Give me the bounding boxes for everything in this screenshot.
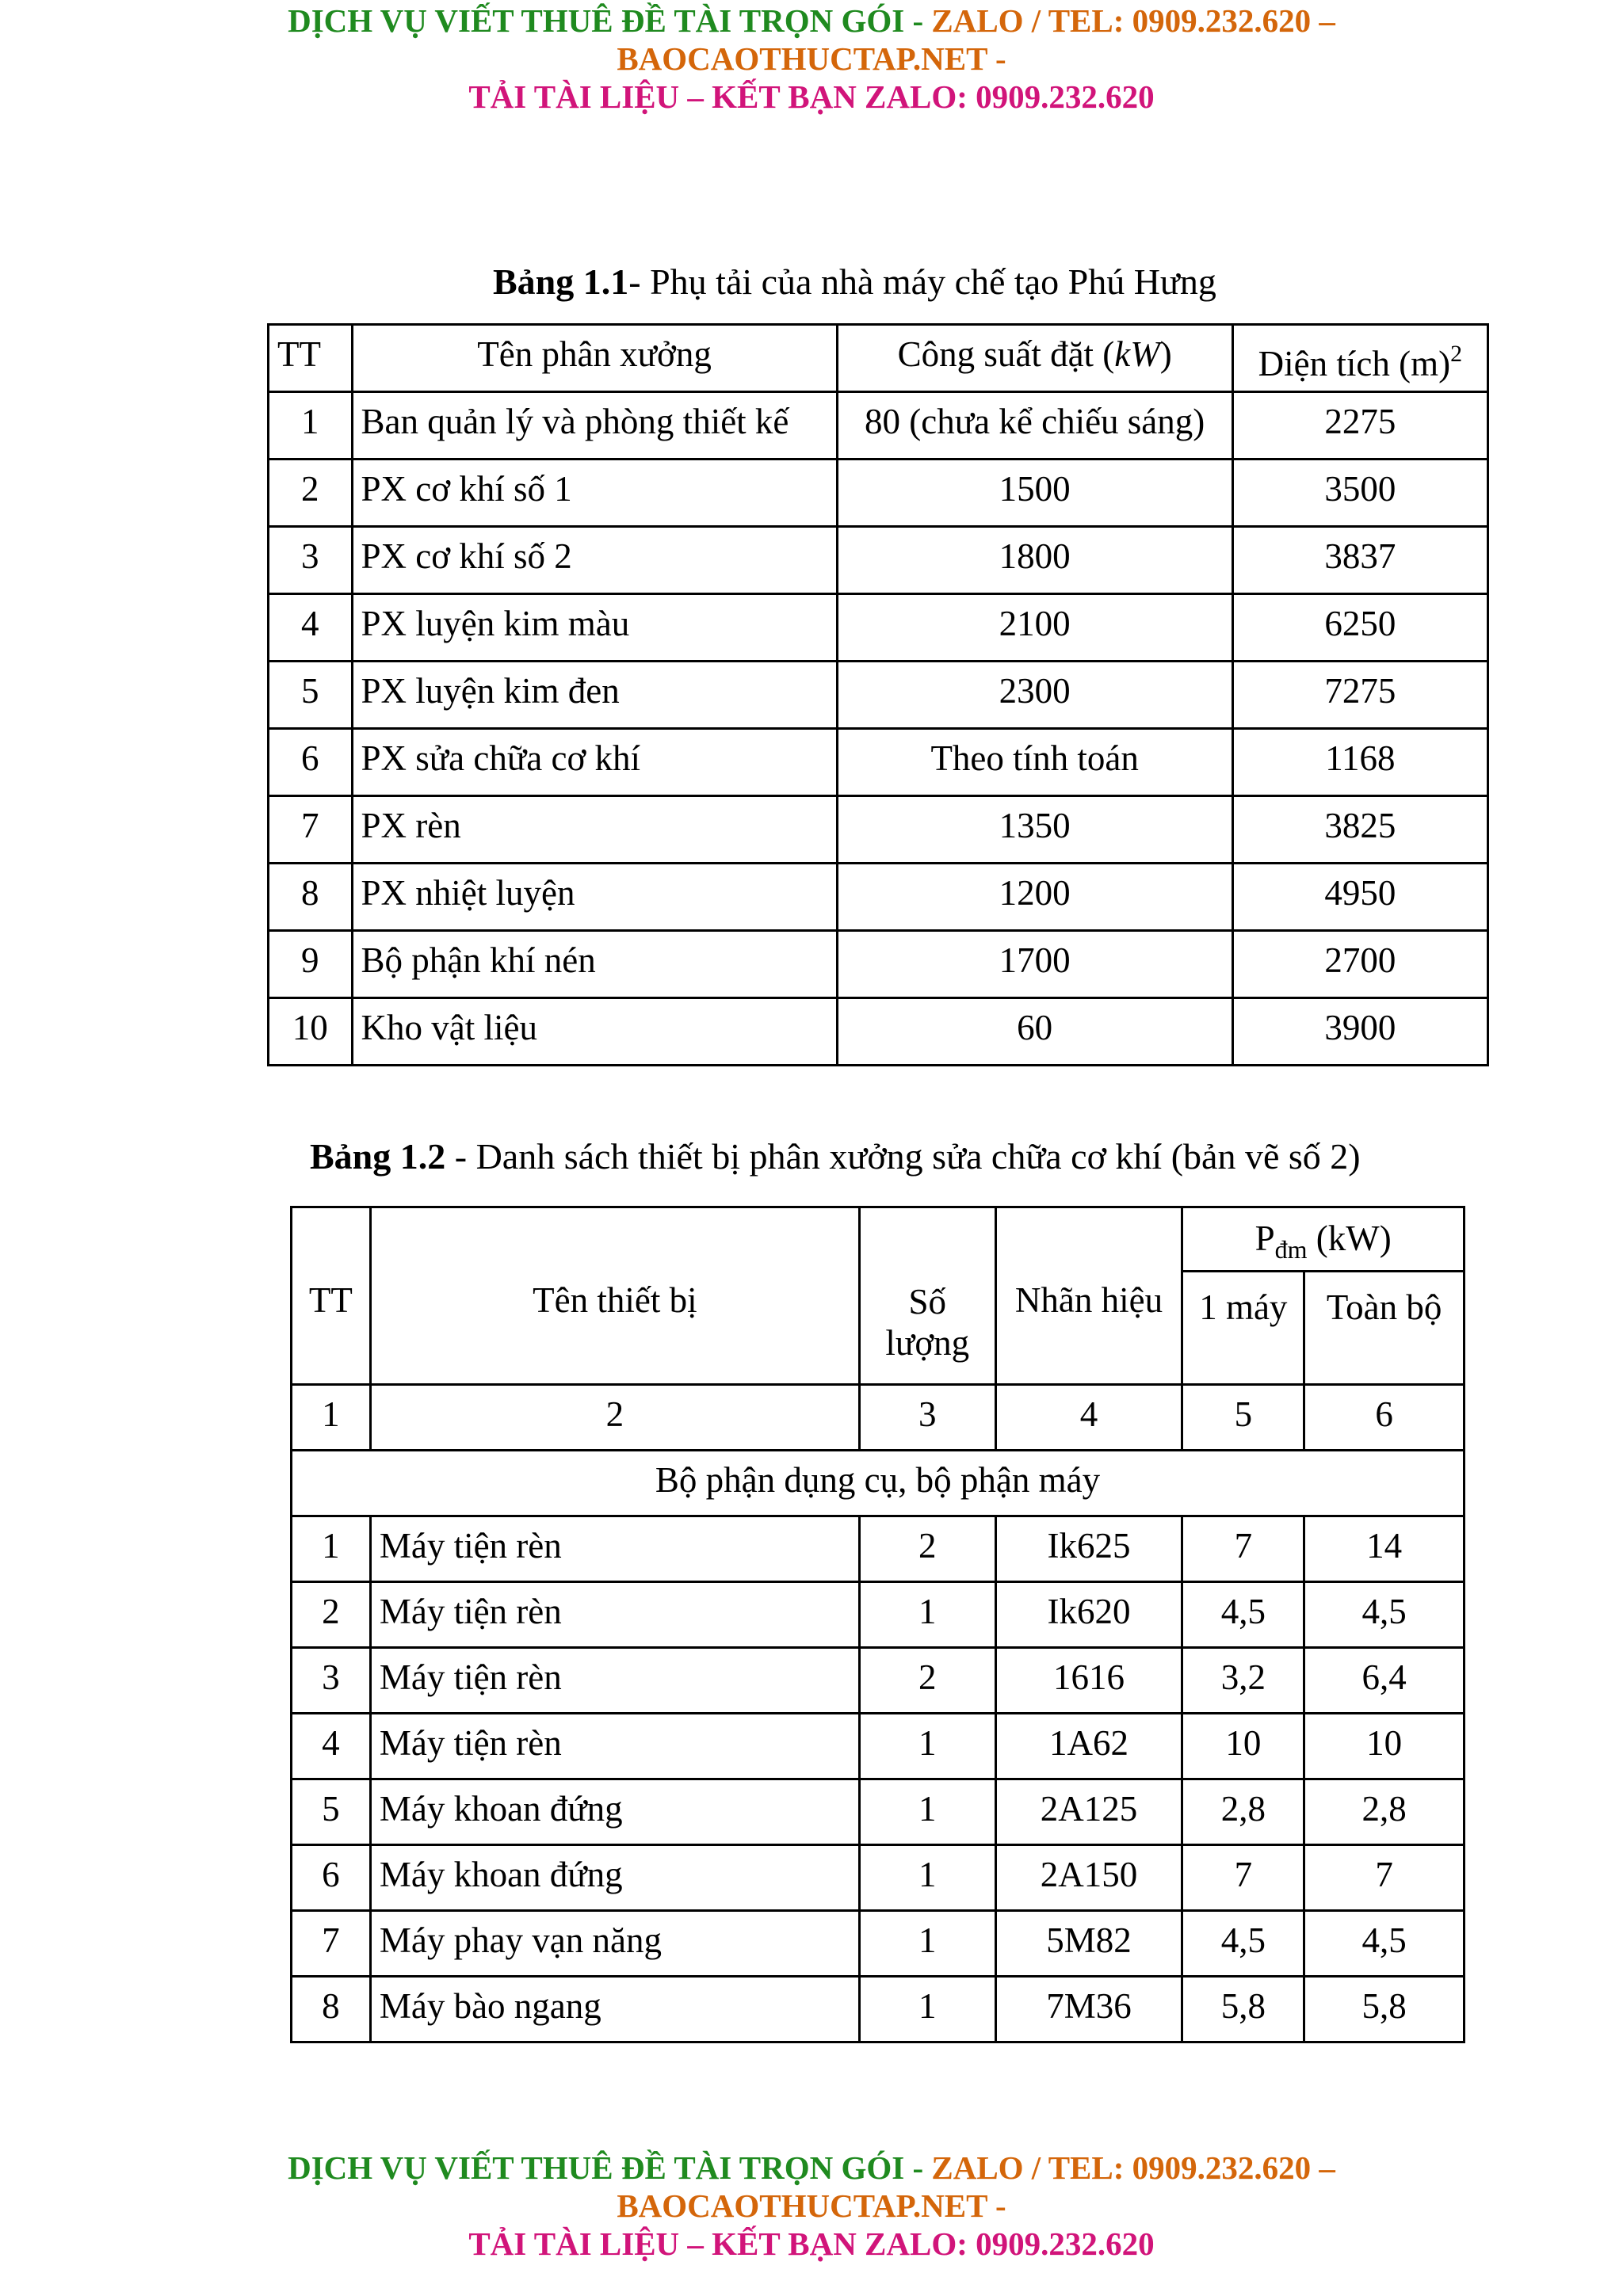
table2-cell-brand: 1616 [995, 1648, 1182, 1714]
table2-cell-total: 5,8 [1304, 1977, 1465, 2042]
table1-header-area-text: Diện tích (m) [1258, 344, 1451, 383]
table2-header-total: Toàn bộ [1304, 1272, 1465, 1385]
table1-header-row [269, 325, 1488, 392]
table2-cell-total: 6,4 [1304, 1648, 1465, 1714]
table2-cell-one: 7 [1182, 1845, 1304, 1911]
table2-header-brand: Nhãn hiệu [995, 1207, 1182, 1385]
table1-header-power-unit: kW [1114, 334, 1160, 374]
table2-cell-qty: 2 [859, 1648, 995, 1714]
table1-cell-power: 1500 [837, 460, 1232, 527]
footer-line-2: BAOCAOTHUCTAP.NET - [617, 2187, 1006, 2224]
header-line-3: TẢI TÀI LIỆU – KẾT BẠN ZALO: 0909.232.620 [468, 78, 1155, 115]
table2-cell-qty: 1 [859, 1845, 995, 1911]
table2-number-4: 4 [995, 1385, 1182, 1451]
table2-cell-name: Máy phay vạn năng [370, 1911, 859, 1977]
table2-cell-total: 10 [1304, 1714, 1465, 1779]
table-row [292, 1648, 1465, 1714]
header-line-1-green: DỊCH VỤ VIẾT THUÊ ĐỀ TÀI TRỌN GÓI - [288, 2, 924, 39]
table1-cell-tt: 3 [269, 527, 353, 594]
table1-cell-name: PX nhiệt luyện [352, 864, 837, 931]
table-row [292, 1911, 1465, 1977]
table2-cell-tt: 2 [292, 1582, 371, 1648]
table1-cell-tt: 4 [269, 594, 353, 662]
table2-number-1: 1 [292, 1385, 371, 1451]
table2-number-3: 3 [859, 1385, 995, 1451]
table2-cell-brand: 5M82 [995, 1911, 1182, 1977]
table1-cell-tt: 8 [269, 864, 353, 931]
table-row [292, 1977, 1465, 2042]
table2-cell-tt: 8 [292, 1977, 371, 2042]
table2 [290, 1206, 1465, 2043]
table1-cell-tt: 7 [269, 796, 353, 864]
table1-header-power [837, 325, 1232, 392]
table1-cell-tt: 6 [269, 729, 353, 796]
table2-section-title: Bộ phận dụng cụ, bộ phận máy [292, 1451, 1465, 1516]
table-row [292, 1779, 1465, 1845]
table-row [269, 796, 1488, 864]
table1-cell-area: 6250 [1232, 594, 1487, 662]
table1-caption [493, 260, 1216, 304]
table2-cell-one: 3,2 [1182, 1648, 1304, 1714]
table1-cell-area: 2700 [1232, 931, 1487, 998]
table2-number-2: 2 [370, 1385, 859, 1451]
table1-cell-name: PX luyện kim màu [352, 594, 837, 662]
table2-header-qty [859, 1207, 995, 1385]
table1-cell-tt: 5 [269, 662, 353, 729]
table2-cell-name: Máy tiện rèn [370, 1516, 859, 1582]
table2-cell-qty: 1 [859, 1779, 995, 1845]
table2-cell-total: 14 [1304, 1516, 1465, 1582]
table2-header-qty-line2: lượng [885, 1323, 970, 1363]
table1-cell-tt: 1 [269, 392, 353, 460]
table-row [269, 931, 1488, 998]
table1-cell-tt: 2 [269, 460, 353, 527]
table1-cell-power: 1800 [837, 527, 1232, 594]
table1-cell-name: PX sửa chữa cơ khí [352, 729, 837, 796]
table2-cell-qty: 2 [859, 1516, 995, 1582]
table1-cell-area: 1168 [1232, 729, 1487, 796]
table-row [292, 1845, 1465, 1911]
table1-header-tt: TT [269, 325, 353, 392]
table1-cell-power: Theo tính toán [837, 729, 1232, 796]
table2-cell-brand: 1A62 [995, 1714, 1182, 1779]
table2-cell-total: 4,5 [1304, 1911, 1465, 1977]
table2-cell-total: 4,5 [1304, 1582, 1465, 1648]
table-row [269, 864, 1488, 931]
table2-cell-tt: 4 [292, 1714, 371, 1779]
table2-header-one: 1 máy [1182, 1272, 1304, 1385]
table2-header-row [292, 1207, 1465, 1272]
header-line-1 [0, 2, 1623, 40]
table1-cell-name: PX luyện kim đen [352, 662, 837, 729]
table2-cell-one: 7 [1182, 1516, 1304, 1582]
table1-cell-power: 1200 [837, 864, 1232, 931]
table1-cell-area: 4950 [1232, 864, 1487, 931]
table-row [269, 527, 1488, 594]
table-row [269, 729, 1488, 796]
table2-cell-one: 4,5 [1182, 1911, 1304, 1977]
table2-cell-tt: 3 [292, 1648, 371, 1714]
table2-number-6: 6 [1304, 1385, 1465, 1451]
table2-cell-qty: 1 [859, 1977, 995, 2042]
table-row [269, 662, 1488, 729]
table1-cell-power: 1700 [837, 931, 1232, 998]
footer-line-1-green: DỊCH VỤ VIẾT THUÊ ĐỀ TÀI TRỌN GÓI - [288, 2149, 924, 2186]
table1-cell-power: 1350 [837, 796, 1232, 864]
table1-header-area-sup: 2 [1450, 341, 1463, 367]
table2-section-row [292, 1451, 1465, 1516]
table2-header-name: Tên thiết bị [370, 1207, 859, 1385]
table2-cell-brand: Ik625 [995, 1516, 1182, 1582]
table1-header-name: Tên phân xưởng [352, 325, 837, 392]
table2-cell-brand: 2A125 [995, 1779, 1182, 1845]
footer-line-3: TẢI TÀI LIỆU – KẾT BẠN ZALO: 0909.232.620 [468, 2225, 1155, 2262]
table1-header-power-close: ) [1159, 334, 1172, 374]
table1-cell-tt: 9 [269, 931, 353, 998]
header-line-2: BAOCAOTHUCTAP.NET - [617, 40, 1006, 77]
table1-cell-tt: 10 [269, 998, 353, 1066]
table2-cell-qty: 1 [859, 1582, 995, 1648]
table2-header-power-sub: đm [1274, 1235, 1308, 1264]
table1-cell-area: 2275 [1232, 392, 1487, 460]
table2-caption-number: Bảng 1.2 [310, 1136, 446, 1177]
table1-cell-area: 3500 [1232, 460, 1487, 527]
table2-cell-name: Máy khoan đứng [370, 1779, 859, 1845]
table2-cell-name: Máy tiện rèn [370, 1648, 859, 1714]
table1-cell-area: 7275 [1232, 662, 1487, 729]
table2-header-power-unit: (kW) [1307, 1219, 1392, 1258]
footer-line-1-orange: ZALO / TEL: 0909.232.620 – [923, 2149, 1335, 2186]
table-row [292, 1516, 1465, 1582]
table2-cell-total: 2,8 [1304, 1779, 1465, 1845]
table2-number-5: 5 [1182, 1385, 1304, 1451]
table-row [269, 460, 1488, 527]
table1-caption-number: Bảng 1.1 [493, 261, 629, 302]
table1-cell-name: PX cơ khí số 2 [352, 527, 837, 594]
table2-header-tt: TT [292, 1207, 371, 1385]
table2-cell-name: Máy tiện rèn [370, 1714, 859, 1779]
table-row [292, 1714, 1465, 1779]
table2-cell-name: Máy khoan đứng [370, 1845, 859, 1911]
table1 [267, 323, 1489, 1066]
table2-number-row [292, 1385, 1465, 1451]
table1-caption-text: - Phụ tải của nhà máy chế tạo Phú Hưng [628, 261, 1216, 302]
table2-cell-name: Máy tiện rèn [370, 1582, 859, 1648]
table1-cell-name: Kho vật liệu [352, 998, 837, 1066]
table1-cell-power: 60 [837, 998, 1232, 1066]
table1-cell-power: 2300 [837, 662, 1232, 729]
table2-cell-tt: 1 [292, 1516, 371, 1582]
table2-cell-brand: 2A150 [995, 1845, 1182, 1911]
table2-caption [310, 1135, 1361, 1179]
table-row [292, 1582, 1465, 1648]
table2-cell-tt: 6 [292, 1845, 371, 1911]
table2-cell-total: 7 [1304, 1845, 1465, 1911]
table2-cell-name: Máy bào ngang [370, 1977, 859, 2042]
table2-caption-text: - Danh sách thiết bị phân xưởng sửa chữa cơ khí (bản vẽ số 2) [445, 1136, 1361, 1177]
header-line-1-orange: ZALO / TEL: 0909.232.620 – [923, 2, 1335, 39]
table-row [269, 594, 1488, 662]
footer-banner [0, 2149, 1623, 2263]
table1-cell-name: PX cơ khí số 1 [352, 460, 837, 527]
table2-cell-tt: 7 [292, 1911, 371, 1977]
table1-cell-area: 3900 [1232, 998, 1487, 1066]
table2-cell-qty: 1 [859, 1714, 995, 1779]
table1-cell-name: PX rèn [352, 796, 837, 864]
table2-cell-one: 2,8 [1182, 1779, 1304, 1845]
table2-cell-brand: 7M36 [995, 1977, 1182, 2042]
table1-header-power-text: Công suất đặt ( [897, 334, 1115, 374]
table-row [269, 392, 1488, 460]
footer-line-1 [0, 2149, 1623, 2187]
table1-cell-power: 2100 [837, 594, 1232, 662]
table1-header-area [1232, 325, 1487, 392]
table1-cell-area: 3837 [1232, 527, 1487, 594]
table2-cell-one: 5,8 [1182, 1977, 1304, 2042]
table2-cell-one: 4,5 [1182, 1582, 1304, 1648]
table2-cell-one: 10 [1182, 1714, 1304, 1779]
table1-cell-power: 80 (chưa kể chiếu sáng) [837, 392, 1232, 460]
table1-cell-name: Bộ phận khí nén [352, 931, 837, 998]
table2-header-power [1182, 1207, 1465, 1272]
table1-cell-area: 3825 [1232, 796, 1487, 864]
table2-cell-brand: Ik620 [995, 1582, 1182, 1648]
table2-cell-qty: 1 [859, 1911, 995, 1977]
table-row [269, 998, 1488, 1066]
table2-header-qty-line1: Số [908, 1282, 947, 1322]
table1-cell-name: Ban quản lý và phòng thiết kế [352, 392, 837, 460]
table2-cell-tt: 5 [292, 1779, 371, 1845]
header-banner [0, 2, 1623, 116]
table2-header-power-p: P [1254, 1219, 1275, 1258]
